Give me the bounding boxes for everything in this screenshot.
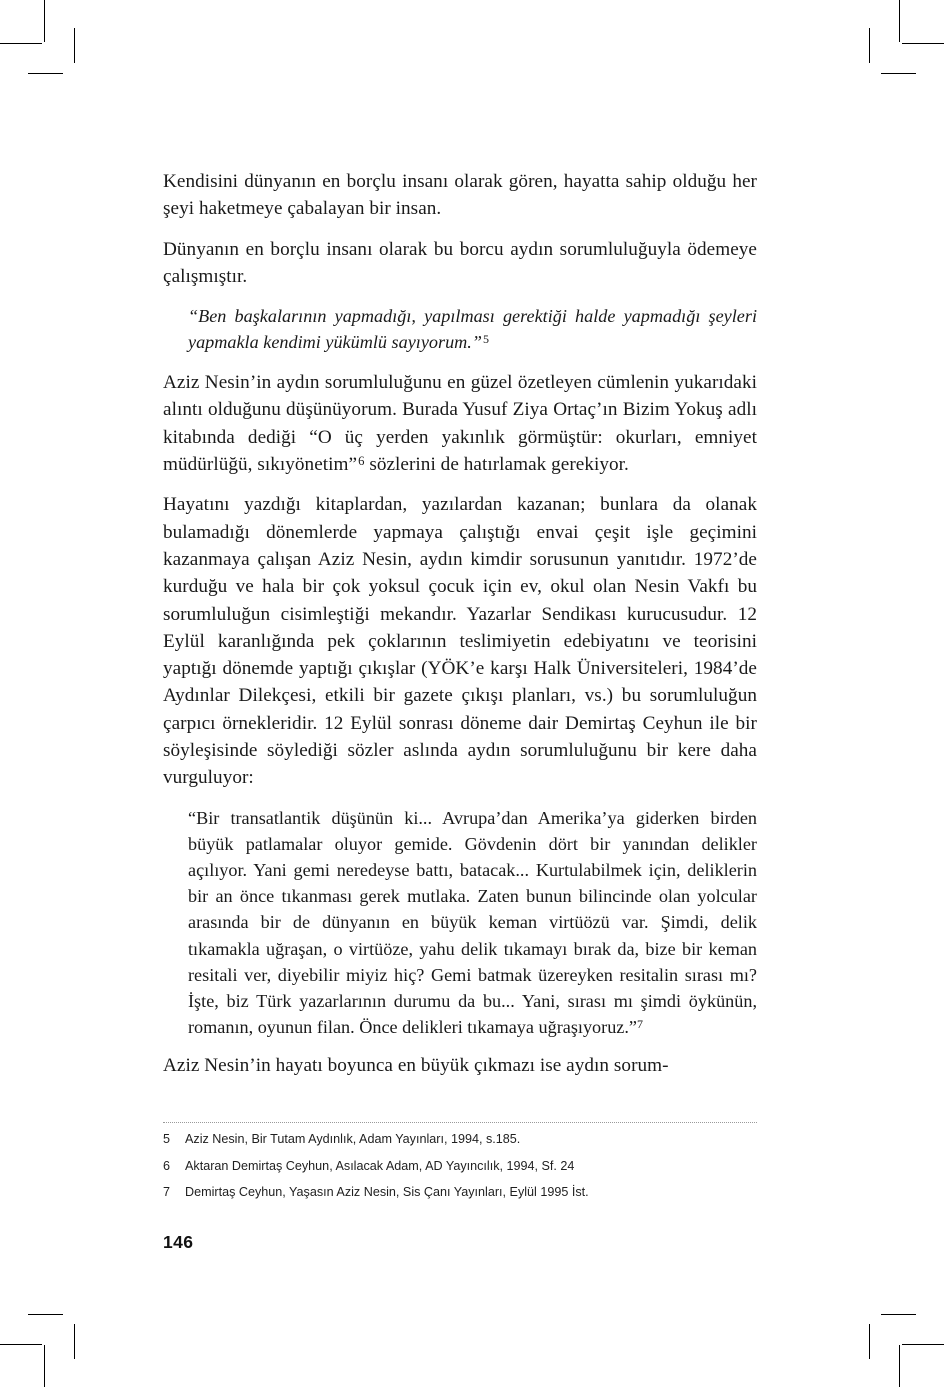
trim-mark-top-left-horizontal [0,43,42,44]
footnote-text: Aktaran Demirtaş Ceyhun, Asılacak Adam, AD Yayıncılık, 1994, Sf. 24 [185,1158,575,1173]
paragraph-4: Hayatını yazdığı kitaplardan, yazılardan kazanan; bunlara da olanak bulamadığı dönemlerde yapmaya çalıştığı envai çeşit işle geçimini kazanmaya çalışan Aziz Nesin, aydın kimdir sorusunun yanıtıdır. 1972’de kurduğu ve hala bir çok yoksul çocuk için ev, okul olan Nesin Vakfı bu sorumluluğun cisimleştiği mekandır. Yazarlar Sendikası kurucusudur. 12 Eylül karanlığında pek çoklarının teslimiyetin edebiyatını ve teorisini yaptığı dönemde yaptığı çıkışlar (YÖK’e karşı Halk Üniversiteleri, 1984’de Aydınlar Dilekçesi, etkili bir gazete çıkışı planları, vs.) bu sorumluluğun çarpıcı örnekleridir. 12 Eylül sonrası döneme dair Demirtaş Ceyhun ile bir söyleşisinde söylediği sözler aslında aydın sorumluluğunu bir kere daha vurguluyor: [163,494,757,789]
footnote-number: 7 [163,1185,171,1199]
page-number: 146 [163,1232,194,1252]
footnote-item [163,1183,757,1202]
trim-mark-bottom-left-horizontal [0,1344,42,1345]
bleed-mark-top-right-horizontal [881,73,916,74]
blockquote-2 [163,805,757,1041]
paragraph-1: Kendisini dünyanın en borçlu insanı olarak gören, hayatta sahip olduğu her şeyi haketmeye çabalayan bir insan. [163,171,757,220]
footnote-number: 6 [163,1158,171,1173]
paragraph-3 [163,369,757,478]
blockquote-italic-1-text: “Ben başkalarının yapmadığı, yapılması gerektiği halde yapmadığı şeyleri yapmakla kendimi yükümlü sayıyorum.” [188,306,757,353]
footnote-area [163,1122,757,1210]
text-column [163,168,757,1080]
trim-mark-top-right-horizontal [902,43,944,44]
trim-mark-bottom-right-vertical [899,1345,900,1387]
bleed-mark-top-left-horizontal [28,73,63,74]
paragraph-3-text-before: Aziz Nesin’in aydın sorumluluğunu en güzel özetleyen cümlenin yukarıdaki alıntı olduğunu düşünüyorum. Burada Yusuf Ziya Ortaç’ın Bizim Yokuş adlı kitabında dediği “O üç yerden yakınlık görmüştür: okurları, emniyet müdürlüğü, sıkıyönetim” [163,372,757,476]
footnote-text: Demirtaş Ceyhun, Yaşasın Aziz Nesin, Sis Çanı Yayınları, Eylül 1995 İst. [185,1185,589,1199]
footnote-item [163,1130,757,1149]
footnote-ref-5[interactable]: 5 [482,332,489,347]
bleed-mark-bottom-right-vertical [869,1324,870,1359]
footnote-ref-6[interactable]: 6 [358,453,365,468]
blockquote-italic-1 [163,303,757,355]
trim-mark-top-left-vertical [44,0,45,42]
footnote-item [163,1157,757,1176]
paragraph-2: Dünyanın en borçlu insanı olarak bu borcu aydın sorumluluğuyla ödemeye çalışmıştır. [163,238,757,287]
blockquote-2-text: “Bir transatlantik düşünün ki... Avrupa’dan Amerika’ya giderken birden büyük patlamalar oluyor gemide. Gövdenin dört bir yanından delikler açılıyor. Yani gemi neredeyse battı, batacak... Kurtulabilmek için, deliklerin bir an önce tıkanması gerek mutlaka. Zaten bunun bilincinde olan yolcular arasında bir de dünyanın en büyük keman virtüözü var. Şimdi, delik tıkamakla uğraşan, o virtüöze, yahu delik tıkamayı bırak da, bize bir keman resitali ver, diyebilir miyiz hiç? Gemi batmak üzereyken resitalin sırası mı? İşte, biz Türk yazarlarının durumu da bu... Yani, sırası mı şimdi öykünün, romanın, oyunun filan. Önce delikleri tıkamaya uğraşıyoruz.” [188,807,757,1038]
bleed-mark-top-left-vertical [74,28,75,63]
paragraph-3-text-after: sözlerini de hatırlamak gerekiyor. [364,454,629,476]
bleed-mark-bottom-left-horizontal [28,1314,63,1315]
footnote-separator-rule [163,1122,757,1123]
paragraph-5: Aziz Nesin’in hayatı boyunca en büyük çıkmazı ise aydın sorum- [163,1055,669,1077]
bleed-mark-top-right-vertical [869,28,870,63]
bleed-mark-bottom-left-vertical [74,1324,75,1359]
trim-mark-bottom-right-horizontal [902,1344,944,1345]
footnote-number: 5 [163,1132,171,1146]
bleed-mark-bottom-right-horizontal [881,1314,916,1315]
footnote-text: Aziz Nesin, Bir Tutam Aydınlık, Adam Yayınları, 1994, s.185. [185,1132,521,1146]
trim-mark-bottom-left-vertical [44,1345,45,1387]
footnote-ref-7[interactable]: 7 [637,1017,643,1032]
trim-mark-top-right-vertical [899,0,900,42]
